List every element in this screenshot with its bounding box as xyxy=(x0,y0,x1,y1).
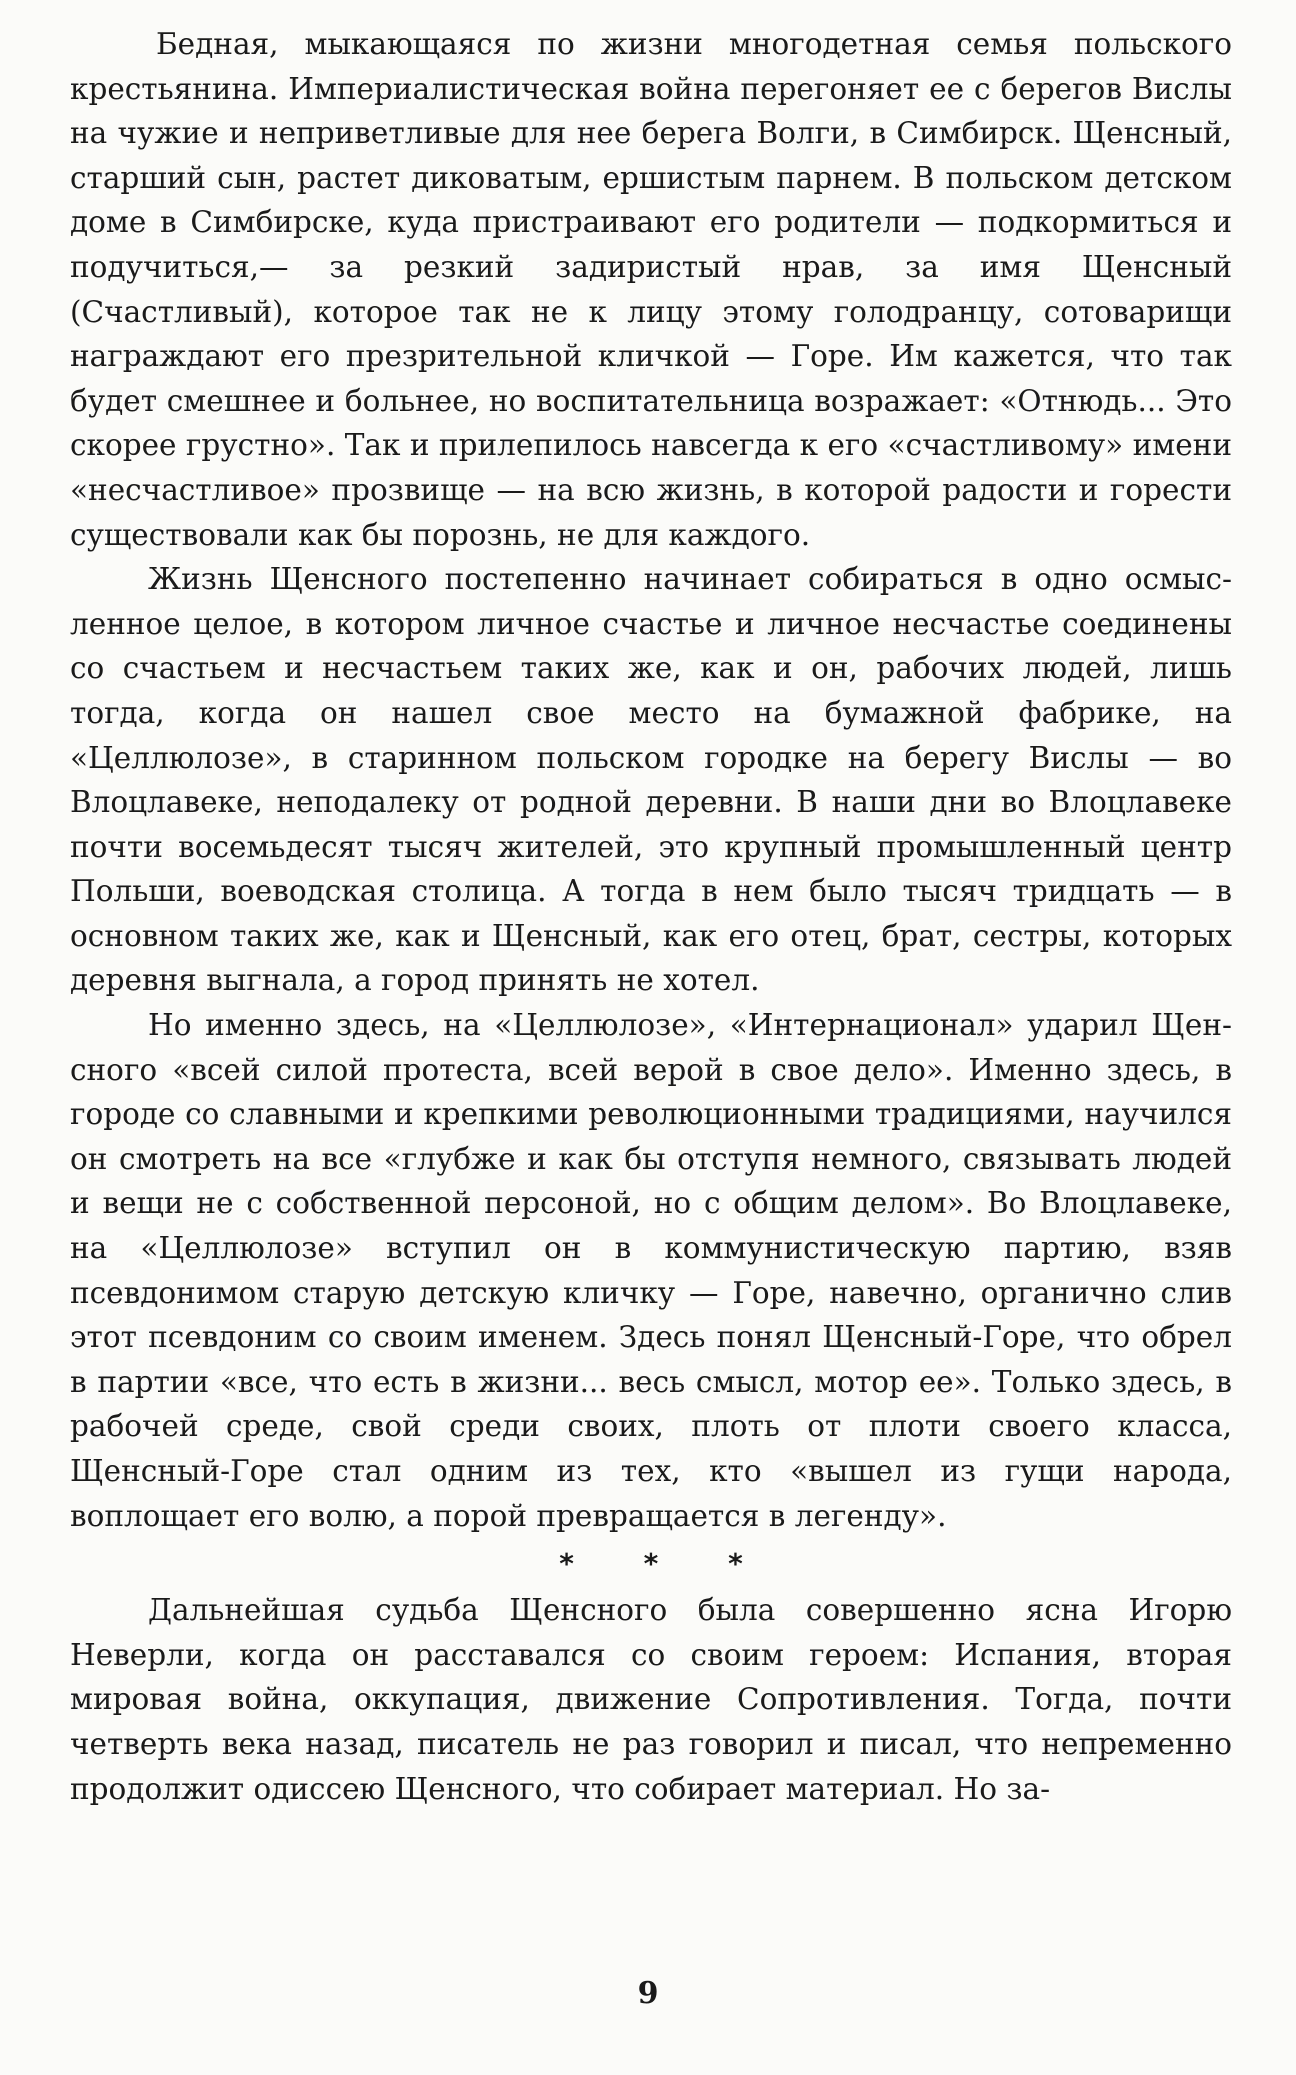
body-text xyxy=(70,22,1232,1811)
paragraph-3: Но именно здесь, на «Целлюлозе», «Интернационал» ударил Щенсного «всей силой протеста, всей верой в свое дело». Именно здесь, в городе со славными и крепкими революционными традициями, научился он смотреть на все «глубже и как бы отступя немного, связывать людей и вещи не с собственной персоной, но с общим делом». Во Влоцлавеке, на «Целлюлозе» вступил он в коммунистическую партию, взяв псевдонимом старую детскую кличку — Горе, навечно, органично слив этот псевдоним со своим именем. Здесь понял Щенсный-Горе, что обрел в партии «все, что есть в жизни... весь смысл, мотор ее». Только здесь, в рабочей среде, свой среди своих, плоть от плоти своего класса, Щенсный-Горе стал одним из тех, кто «вышел из гущи народа, воплощает его волю, а порой превращается в легенду». xyxy=(70,1008,1232,1533)
paragraph-4: Дальнейшая судьба Щенсного была совершенно ясна Игорю Неверли, когда он расставался со своим героем: Испания, вторая мировая война, оккупация, движение Сопротивления. Тогда, почти четверть века назад, писатель не раз говорил и писал, что непременно продолжит одиссею Щенсного, что собирает материал. Но за- xyxy=(70,1593,1232,1806)
paragraph-2: Жизнь Щенсного постепенно начинает собираться в одно осмысленное целое, в котором личное счастье и личное несчастье соединены со счастьем и несчастьем таких же, как и он, рабочих людей, лишь тогда, когда он нашел свое место на бумажной фабрике, на «Целлюлозе», в старинном польском городке на берегу Вислы — во Влоцлавеке, неподалеку от родной деревни. В наши дни во Влоцлавеке почти восемьдесят тысяч жителей, это крупный промышленный центр Польши, воеводская столица. А тогда в нем было тысяч тридцать — в основном таких же, как и Щенсный, как его отец, брат, сестры, которых деревня выгнала, а город принять не хотел. xyxy=(70,562,1232,998)
paragraph-1: Бедная, мыкающаяся по жизни многодетная семья польского крестьянина. Империалистическая война перегоняет ее с берегов Вислы на чужие и неприветливые для нее берега Волги, в Симбирск. Щенсный, старший сын, растет диковатым, ершистым парнем. В польском детском доме в Симбирске, куда пристраивают его родители — подкормиться и подучиться,— за резкий задиристый нрав, за имя Щенсный (Счастливый), которое так не к лицу этому голодранцу, сотоварищи награждают его презрительной кличкой — Горе. Им кажется, что так будет смешнее и больнее, но воспитательница возражает: «Отнюдь... Это скорее грустно». Так и прилепилось навсегда к его «счастливому» имени «несчастливое» прозвище — на всю жизнь, в которой радости и горести существовали как бы порознь, не для каждого. xyxy=(70,27,1232,552)
page-number: 9 xyxy=(637,1976,659,2011)
section-separator: * * * xyxy=(559,1547,773,1581)
